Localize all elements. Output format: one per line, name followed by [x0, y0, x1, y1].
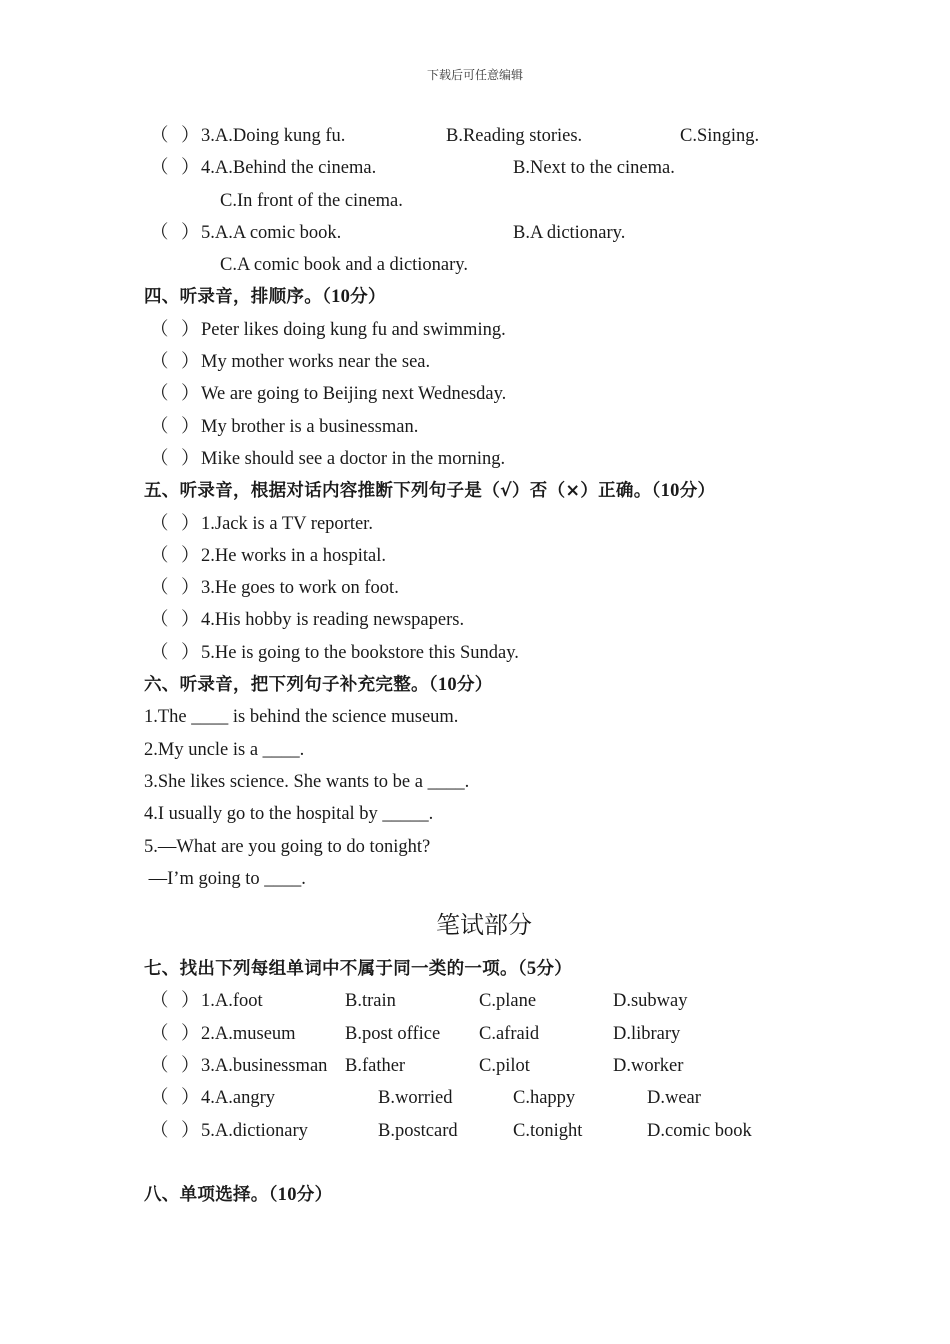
page-header: 下载后可任意编辑 [426, 68, 523, 82]
fill-blank-item: 5.—What are you going to do tonight? [144, 836, 431, 857]
fill-blank-item: 4.I usually go to the hospital by _____. [144, 804, 434, 825]
section-4-item: （ ）My brother is a businessman. [144, 411, 824, 443]
answer-blank[interactable]: （ ） [150, 222, 200, 243]
answer-blank[interactable]: （ ） [150, 1056, 200, 1077]
question-3-4 [144, 152, 824, 184]
section-4-item: （ ）Peter likes doing kung fu and swimming. [144, 314, 824, 346]
answer-blank[interactable]: （ ） [150, 991, 200, 1012]
spacer [144, 1147, 824, 1179]
question-number: 3. [201, 126, 215, 146]
answer-blank[interactable]: （ ） [150, 319, 200, 340]
answer-blank[interactable]: （ ） [150, 1023, 200, 1044]
section-4-item: （ ）My mother works near the sea. [144, 346, 824, 378]
option-a: A.A comic book. [214, 222, 342, 243]
odd-one-out-row: （ ）5.A.dictionary B.postcard C.tonight D.comic book [144, 1115, 824, 1147]
section-5-heading: 五、听录音，根据对话内容推断下列句子是（√）否（×）正确。（10分） [144, 481, 716, 502]
question-3-4-option-c: C.In front of the cinema. [220, 190, 403, 211]
question-number: 4. [201, 158, 215, 179]
odd-one-out-row: （ ）1.A.foot B.train C.plane D.subway [144, 985, 824, 1017]
section-7-heading: 七、找出下列每组单词中不属于同一类的一项。（5分） [144, 959, 573, 980]
odd-one-out-row: （ ）4.A.angry B.worried C.happy D.wear [144, 1082, 824, 1114]
odd-one-out-row: （ ）2.A.museum B.post office C.afraid D.library [144, 1018, 824, 1050]
option-b: B.Next to the cinema. [513, 158, 675, 179]
answer-blank[interactable]: （ ） [150, 416, 200, 437]
answer-blank[interactable]: （ ） [150, 384, 200, 405]
option-a: A.Doing kung fu. [214, 126, 346, 146]
option-a: A.Behind the cinema. [214, 158, 377, 179]
answer-blank[interactable]: （ ） [150, 610, 200, 631]
section-5-item: （ ）3.He goes to work on foot. [144, 572, 824, 604]
option-c: C.Singing. [680, 126, 760, 146]
answer-blank[interactable]: （ ） [150, 158, 200, 179]
section-5-item: （ ）2.He works in a hospital. [144, 540, 824, 572]
section-6-heading: 六、听录音，把下列句子补充完整。（10分） [144, 675, 493, 696]
answer-blank[interactable]: （ ） [150, 513, 200, 534]
odd-one-out-row: （ ）3.A.businessman B.father C.pilot D.worker [144, 1050, 824, 1082]
answer-blank[interactable]: （ ） [150, 1120, 200, 1141]
option-b: B.Reading stories. [446, 126, 583, 146]
answer-blank[interactable]: （ ） [150, 578, 200, 599]
question-3-5 [144, 217, 824, 249]
answer-blank[interactable]: （ ） [150, 126, 200, 146]
question-number: 5. [201, 222, 215, 243]
fill-blank-item: 1.The ____ is behind the science museum. [144, 707, 459, 728]
section-4-item: （ ）Mike should see a doctor in the morning. [144, 443, 824, 475]
question-3-5-option-c: C.A comic book and a dictionary. [220, 255, 468, 276]
answer-blank[interactable]: （ ） [150, 448, 200, 469]
answer-blank[interactable]: （ ） [150, 352, 200, 373]
section-8-heading: 八、单项选择。（10分） [144, 1184, 333, 1205]
answer-blank[interactable]: （ ） [150, 642, 200, 663]
exam-content [144, 120, 824, 1211]
written-part-title: 笔试部分 [436, 911, 532, 940]
fill-blank-item: —I’m going to ____. [144, 868, 306, 889]
answer-blank[interactable]: （ ） [150, 1088, 200, 1109]
question-3-3 [144, 120, 824, 152]
section-5-item: （ ）1.Jack is a TV reporter. [144, 508, 824, 540]
section-5-item: （ ）4.His hobby is reading newspapers. [144, 604, 824, 636]
section-4-item: （ ）We are going to Beijing next Wednesday. [144, 378, 824, 410]
section-5-item: （ ）5.He is going to the bookstore this Sunday. [144, 637, 824, 669]
fill-blank-item: 2.My uncle is a ____. [144, 739, 305, 760]
option-b: B.A dictionary. [513, 222, 626, 243]
answer-blank[interactable]: （ ） [150, 545, 200, 566]
section-4-heading: 四、听录音，排顺序。（10分） [144, 287, 386, 308]
fill-blank-item: 3.She likes science. She wants to be a ____. [144, 771, 470, 792]
